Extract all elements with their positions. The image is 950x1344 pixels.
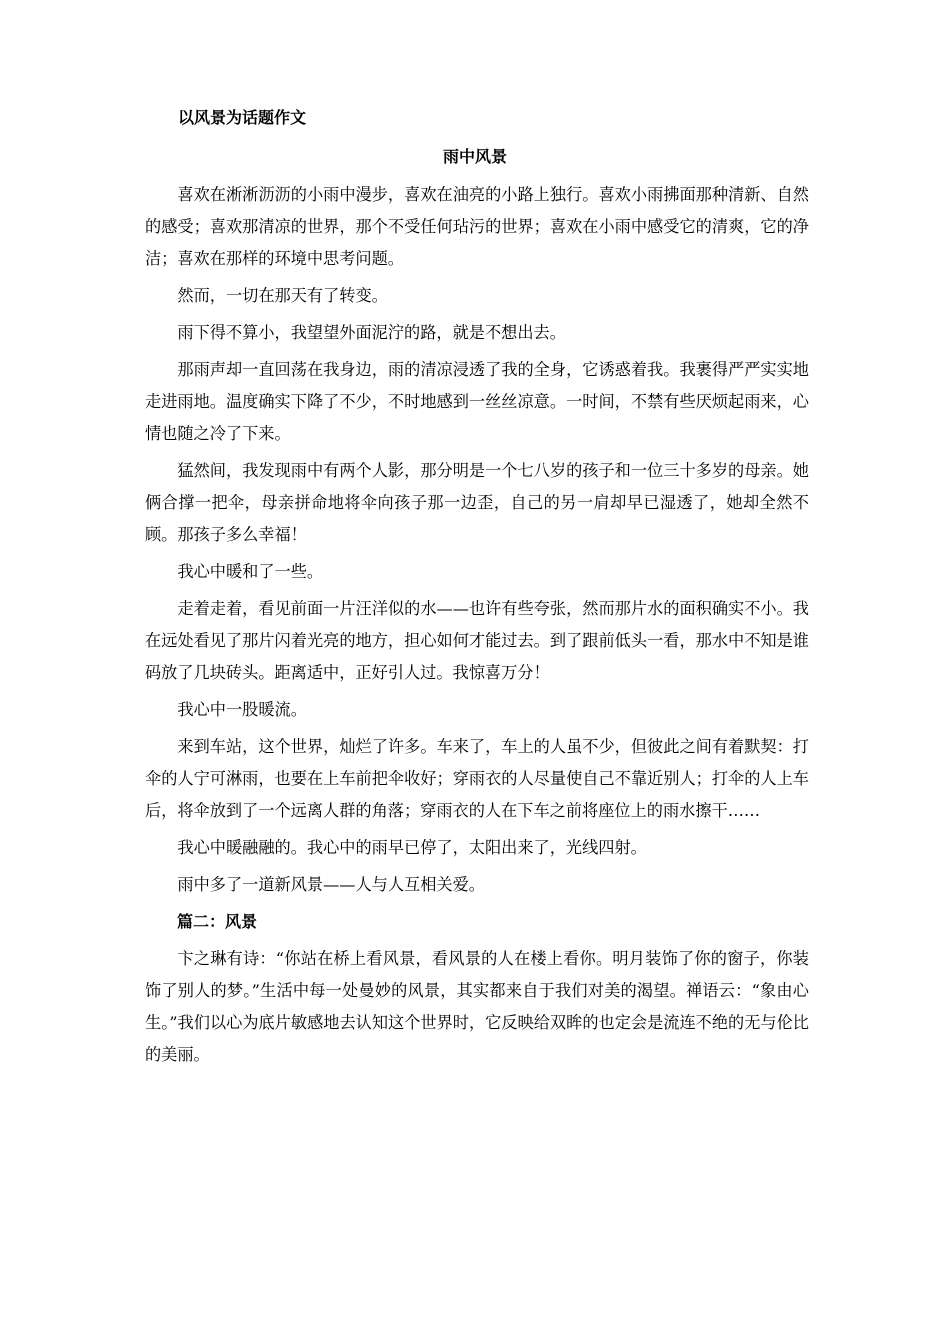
paragraph: 猛然间，我发现雨中有两个人影，那分明是一个七八岁的孩子和一位三十多岁的母亲。她俩合撑一把伞，母亲拼命地将伞向孩子那一边歪，自己的另一肩却早已湿透了，她却全然不顾。那孩子多么幸福！ — [145, 461, 809, 544]
paragraph: 喜欢在淅淅沥沥的小雨中漫步，喜欢在油亮的小路上独行。喜欢小雨拂面那种清新、自然的感受；喜欢那清凉的世界，那个不受任何玷污的世界；喜欢在小雨中感受它的清爽，它的净洁；喜欢在那样的环境中思考问题。 — [145, 185, 809, 268]
paragraph: 来到车站，这个世界，灿烂了许多。车来了，车上的人虽不少，但彼此之间有着默契：打伞的人宁可淋雨，也要在上车前把伞收好；穿雨衣的人尽量使自己不靠近别人；打伞的人上车后，将伞放到了一个远离人群的角落；穿雨衣的人在下车之前将座位上的雨水擦干…… — [145, 737, 809, 820]
essay-title: 雨中风景 — [442, 147, 507, 166]
paragraph: 我心中一股暖流。 — [177, 700, 307, 719]
paragraph: 卞之琳有诗：“你站在桥上看风景，看风景的人在楼上看你。明月装饰了你的窗子，你装饰了别人的梦。”生活中每一处曼妙的风景，其实都来自于我们对美的渴望。禅语云：“象由心生。”我们以心为底片敏感地去认知这个世界时，它反映给双眸的也定会是流连不绝的无与伦比的美丽。 — [145, 949, 809, 1064]
paragraph: 那雨声却一直回荡在我身边，雨的清凉浸透了我的全身，它诱惑着我。我裹得严严实实地走进雨地。温度确实下降了不少，不时地感到一丝丝凉意。一时间，不禁有些厌烦起雨来，心情也随之冷了下来。 — [145, 360, 809, 443]
paragraph: 然而，一切在那天有了转变。 — [177, 286, 388, 305]
paragraph: 走着走着，看见前面一片汪洋似的水——也许有些夸张，然而那片水的面积确实不小。我在远处看见了那片闪着光亮的地方，担心如何才能过去。到了跟前低头一看，那水中不知是谁码放了几块砖头。距离适中，正好引人过。我惊喜万分！ — [145, 599, 809, 682]
essay-body — [145, 179, 809, 1076]
paragraph: 我心中暖融融的。我心中的雨早已停了，太阳出来了，光线四射。 — [177, 838, 647, 857]
document-title: 以风景为话题作文 — [178, 108, 307, 127]
paragraph: 我心中暖和了一些。 — [177, 562, 324, 581]
section-heading: 篇二：风景 — [177, 912, 258, 931]
paragraph: 雨中多了一道新风景——人与人互相关爱。 — [177, 875, 485, 894]
paragraph: 雨下得不算小，我望望外面泥泞的路，就是不想出去。 — [177, 323, 566, 342]
